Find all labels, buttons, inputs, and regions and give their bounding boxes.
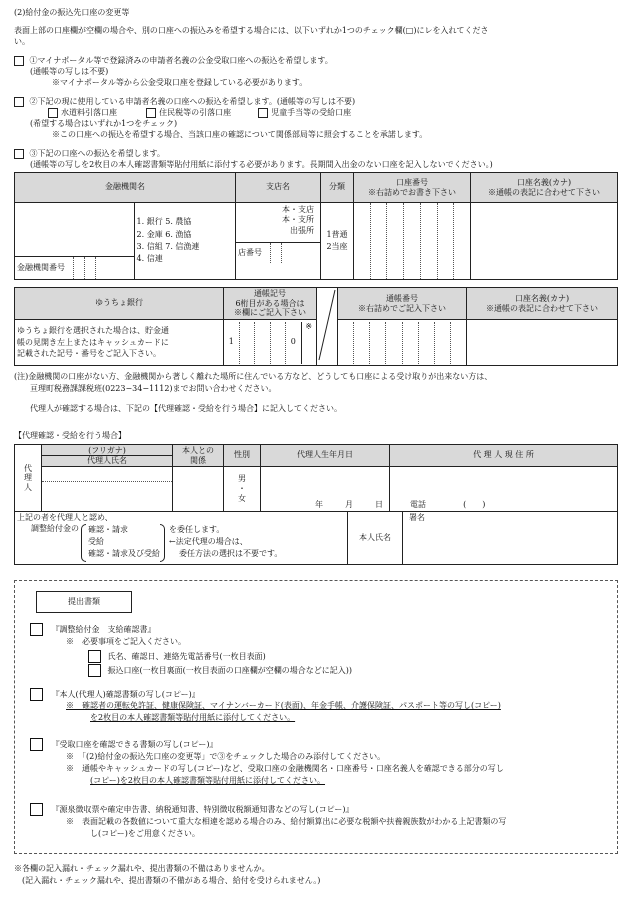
doc2-line1: ※ 確認者の運転免許証、健康保険証、マイナンバーカード(表面)、年金手帳、介護保険証、パスポート等の写し(コピー) (66, 701, 501, 710)
doc1-sub2-checkbox[interactable] (88, 664, 101, 677)
delegation-options[interactable]: 確認・請求 受給 確認・請求及び受給 (88, 525, 160, 558)
doc-item-1: 『調整給付金 支給確認書』 (30, 623, 156, 636)
signature-input[interactable]: 署名 (403, 512, 618, 565)
number-input[interactable] (338, 320, 467, 366)
doc1-checkbox[interactable] (30, 623, 43, 636)
doc-item-3: 『受取口座を確認できる書類の写し(コピー)』 (30, 738, 217, 751)
proxy-name-input[interactable] (42, 467, 173, 512)
bank-name-header: 金融機関名 (15, 173, 236, 203)
account-number-input[interactable] (354, 203, 471, 280)
phone-label: 電話 (410, 499, 426, 509)
option2-warning: ※この口座への振込を希望する場合、当該口座の確認について関係部局等に照会することを承諾します。 (52, 130, 428, 139)
branch-code-label: 店番号 (238, 247, 262, 257)
branch-input[interactable]: 本・支店 本・支所 出張所 店番号 (236, 203, 321, 280)
option1-warning: ※マイナポータル等から公金受取口座を登録している必要があります。 (52, 78, 308, 87)
branch-header: 支店名 (236, 173, 321, 203)
doc1-sub2: 振込口座(一枚目裏面(一枚目表面の口座欄が空欄の場合などに記入)) (88, 664, 352, 677)
footer-line1: ※各欄の記入漏れ・チェック漏れや、提出書類の不備はありませんか。 (14, 864, 270, 873)
doc3-line2: ※ 通帳やキャッシュカードの写し(コピー)など、受取口座の金融機関名・口座番号・口座名義人を確認できる部分の写し (66, 764, 504, 773)
option1-note: (通帳等の写しは不要) (30, 67, 109, 76)
intro-text-cont: い。 (14, 37, 30, 46)
choice-water-checkbox[interactable] (48, 108, 58, 118)
documents-title: 提出書類 (36, 591, 132, 613)
choice-child-checkbox[interactable] (258, 108, 268, 118)
doc3-line3: (コピー)を2枚目の本人確認書類等貼付用紙に添付してください。 (90, 776, 326, 785)
doc3-checkbox[interactable] (30, 738, 43, 751)
doc2-checkbox[interactable] (30, 688, 43, 701)
gender-select[interactable]: 男 ・ 女 (224, 467, 261, 512)
option2-note: (希望する場合はいずれか1つをチェック) (30, 119, 178, 128)
yucho-table (14, 287, 618, 366)
doc1-sub1-checkbox[interactable] (88, 650, 101, 663)
bank-table (14, 172, 618, 280)
account-holder-header: 口座名義(カナ) ※通帳の表記に合わせて下さい (471, 173, 618, 203)
option2: ②下記の現に使用している申請者名義の口座への振込を希望します。(通帳等の写しは不要) (14, 97, 355, 107)
slash-cell (317, 288, 338, 366)
section-title: (2)給付金の振込先口座の変更等 (14, 8, 130, 17)
doc4-line2: し(コピー)をご用意ください。 (90, 829, 200, 838)
choice-tax-checkbox[interactable] (146, 108, 156, 118)
gender-header: 性別 (224, 445, 261, 467)
option2-checkbox[interactable] (14, 97, 24, 107)
symbol-input[interactable]: 1 0 ※ (224, 320, 317, 366)
furigana-input[interactable] (42, 467, 172, 482)
phone-input[interactable]: ( ) (463, 499, 486, 509)
birth-header: 代理人生年月日 (261, 445, 390, 467)
account-holder-input[interactable] (471, 203, 618, 280)
doc4-line1: ※ 表面記載の各数値について重大な相違を認める場合のみ、給付額算出に必要な税額や扶養親族数がわかる上記書類の写 (66, 817, 507, 826)
address-input[interactable] (390, 467, 618, 512)
option3: ③下記の口座への振込を希望します。 (14, 149, 165, 159)
yucho-instructions: ゆうちょ銀行を選択された場合は、貯金通 帳の見開き左上またはキャッシュカードに 記載された記号・番号をご記入下さい。 (15, 320, 224, 366)
account-number-header: 口座番号 ※右詰めでお書き下さい (354, 173, 471, 203)
proxy-table (14, 444, 618, 512)
bank-code-label: 金融機関番号 (17, 262, 65, 272)
option2-choices: 水道料引落口座 住民税等の引落口座 児童手当等の受給口座 (48, 108, 351, 118)
relation-input[interactable] (173, 467, 224, 512)
proxy-name-header: (フリガナ) 代理人氏名 (42, 445, 173, 467)
option1-checkbox[interactable] (14, 56, 24, 66)
proxy-side-label: 代 理 人 (15, 445, 42, 512)
doc2-line2: を2枚目の本人確認書類等貼付用紙に添付してください。 (90, 713, 296, 722)
option3-checkbox[interactable] (14, 149, 24, 159)
intro-text: 表面上部の口座欄が空欄の場合や、別の口座への振込みを希望する場合には、以下いずれか1つのチェック欄(□)にレを入れてくださ (14, 26, 489, 35)
bank-name-input[interactable] (15, 203, 135, 280)
yucho-holder-input[interactable] (467, 320, 618, 366)
note-line2: 亘理町税務課課税班(0223−34−1112)までお問い合わせください。 (30, 384, 277, 393)
doc1-sub1: 氏名、確認日、連絡先電話番号(一枚目表面) (88, 650, 266, 663)
delegation-table (14, 511, 618, 565)
bank-type-list: 1. 銀行 5. 農協 2. 金庫 6. 漁協 3. 信組 7. 信漁連 4. 信連 (134, 203, 235, 280)
address-header: 代 理 人 現 住 所 (390, 445, 618, 467)
doc4-checkbox[interactable] (30, 803, 43, 816)
relation-header: 本人との 関係 (173, 445, 224, 467)
proxy-title: 【代理確認・受給を行う場合】 (14, 431, 126, 440)
birth-input[interactable]: 年 月 日 (261, 467, 390, 512)
yucho-header: ゆうちょ銀行 (15, 288, 224, 320)
note-line3: 代理人が確認する場合は、下記の【代理確認・受給を行う場合】に記入してください。 (30, 404, 342, 413)
delegation-text: 上記の者を代理人と認め、 調整給付金の 確認・請求 受給 確認・請求及び受給 を委任します。 ←法定代理の場合は、 委任方法の選択は不要です。 (15, 512, 348, 565)
doc-item-4: 『源泉徴収票や確定申告書、納税通知書、特別徴収税額通知書などの写し(コピー)』 (30, 803, 353, 816)
doc-item-2: 『本人(代理人)確認書類の写し(コピー)』 (30, 688, 200, 701)
account-class[interactable]: 1普通 2当座 (321, 203, 354, 280)
symbol-header: 通帳記号 6桁目がある場合は ※欄にご記入下さい (224, 288, 317, 320)
option1: ①マイナポータル等で登録済みの申請者名義の公金受取口座への振込を希望します。 (14, 56, 333, 66)
class-header: 分類 (321, 173, 354, 203)
yucho-holder-header: 口座名義(カナ) ※通帳の表記に合わせて下さい (467, 288, 618, 320)
note-line1: (注)金融機関の口座がない方、金融機関から著しく離れた場所に住んでいる方など、どうしても口座による受け取りが出来ない方は、 (14, 372, 493, 381)
number-header: 通帳番号 ※右詰めでご記入下さい (338, 288, 467, 320)
doc1-line: ※ 必要事項をご記入ください。 (66, 637, 186, 646)
slash-mark (317, 288, 337, 362)
footer-line2: (記入漏れ・チェック漏れや、提出書類の不備がある場合、給付を受けられません。) (22, 876, 321, 885)
signer-label: 本人氏名 (348, 512, 403, 565)
doc3-line1: ※ 「(2)給付金の振込先口座の変更等」で③をチェックした場合のみ添付してください。 (66, 752, 386, 761)
option3-note: (通帳等の写しを2枚目の本人確認書類等貼付用紙に添付する必要があります。長期間入出金のない口座を記入しないでください。) (30, 160, 493, 169)
